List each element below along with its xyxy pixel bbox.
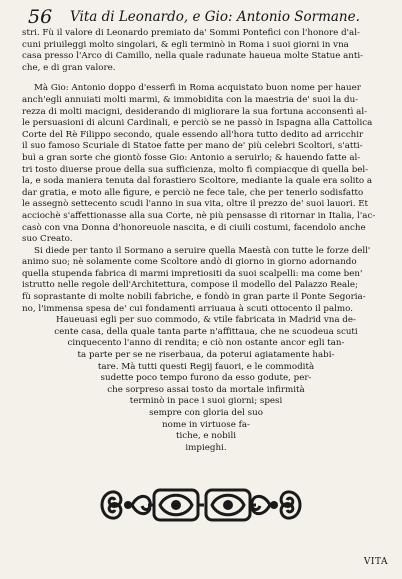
text-line: che sorpreso assai tosto da mortale infirmità [107,384,305,395]
text-line: le assegnò settecento scudi l'anno in sua vita, oltre il prezzo de' suoi lauori. Et [22,199,369,210]
text-line: sempre con gloria del suo [149,408,263,418]
catchword: VITA [363,557,388,567]
text-line: terminò in pace i suoi giorni; spesi [129,396,283,407]
text-line: le persuasioni di alcuni Cardinali, e perciò se ne passò in Ispagna alla Cattolica [22,118,373,129]
text-line: anch'egli annuiati molti marmi, & immobidita con la maestria de' suoi la du- [22,94,359,105]
paragraph-4 [22,315,390,454]
text-line: il suo famoso Scuriale di Statoe fatte per mano de' più celebri Scoltori, s'atti- [22,141,363,152]
text-line: rezza di molti macigni, desiderando di migliorare la sua fortuna acconsentì al- [22,106,368,117]
text-line: Mà Gio: Antonio doppo d'esserfi in Roma acquistato buon nome per hauer [34,83,361,94]
text-line: tri tosto diuerse proue della sua sufficienza, molto fi compiacque di quella bel- [22,164,369,175]
text-line: Corte del Rè Filippo secondo, quale essendo all'hora tutto dedito ad arricchir [22,129,364,140]
text-line: cinquecento l'anno di rendita; e ciò non ostante ancor egli tan- [67,338,345,349]
text-line: no, l'immensa spesa de' cui fondamenti arriuaua à scuti ottocento il palmo. [22,303,354,314]
text-line: buì a gran sorte che giontò fosse Gio: Antonio a seruirlo; & hauendo fatte al- [22,152,361,163]
body-text [22,28,390,454]
page-header [28,6,398,28]
text-line: cuni priuileggi molto singolari, & egli terminò in Roma i suoi giorni in vna [22,39,349,50]
ornament-icon [98,484,304,526]
text-line: casò con vna Donna d'honoreuole nascita, e di ciuili costumi, facendolo anche [22,222,366,233]
running-title: Vita di Leonardo, e Gio: Antonio Sormane. [70,9,360,25]
text-line: tare. Mà tutti questi Regij fauori, e le commodità [97,361,315,372]
text-line: sudette poco tempo furono da esso godute, per- [100,373,312,384]
text-line: casa presso l'Arco di Camillo, nella quale radunate haueua molte Statue anti- [22,51,364,62]
text-line: fù soprastante di molte nobili fabriche, e fondò in gran parte il Ponte Segoria- [22,292,366,303]
text-line: quella stupenda fabrica di marmi impretiositi da suoi scalpelli: ma come ben' [22,268,363,279]
text-line: cente casa, della quale tanta parte n'affittaua, che ne scuodeua scuti [54,326,358,337]
text-line: la, e soda maniera tenuta dal forastiero Scoltore, mediante la quale era solito a [22,176,373,187]
text-line: stri. Fù il valore di Leonardo premiato da' Sommi Pontefici con l'honore d'al- [22,28,360,38]
text-line: Si diede per tanto il Sormano a seruire quella Maestà con tutte le forze dell' [34,245,371,256]
text-line: Haueuasi egli per suo commodo, & vtile fabricata in Madrid vna de- [56,315,356,326]
paragraph-2 [22,83,390,245]
text-line: nome in virtuose fa- [162,419,250,430]
text-line: istrutto nelle regole dell'Architettura, compose il modello del Palazzo Reale; [22,280,359,291]
text-line: impieghi. [185,442,227,453]
text-line: animo suo; nè solamente come Scoltore andò di giorno in giorno adornando [22,257,357,268]
text-line: tiche, e nobili [175,431,237,442]
text-line: ta parte per se ne riserbaua, da poterui agiatamente habi- [77,350,335,361]
text-line: acciochè s'affettionasse alla sua Corte, nè più pensasse di ritornar in Italia, l'ac- [22,210,376,221]
text-line: suo Creato. [22,234,73,245]
text-line: dar gratia, e moto alle figure, e perciò ne fece tale, che per tenerlo sodisfatto [22,187,364,198]
text-line: che, e di gran valore. [22,62,116,73]
page-number: 56 [28,6,53,28]
paragraph-3 [22,246,390,316]
paragraph-1 [22,28,390,74]
